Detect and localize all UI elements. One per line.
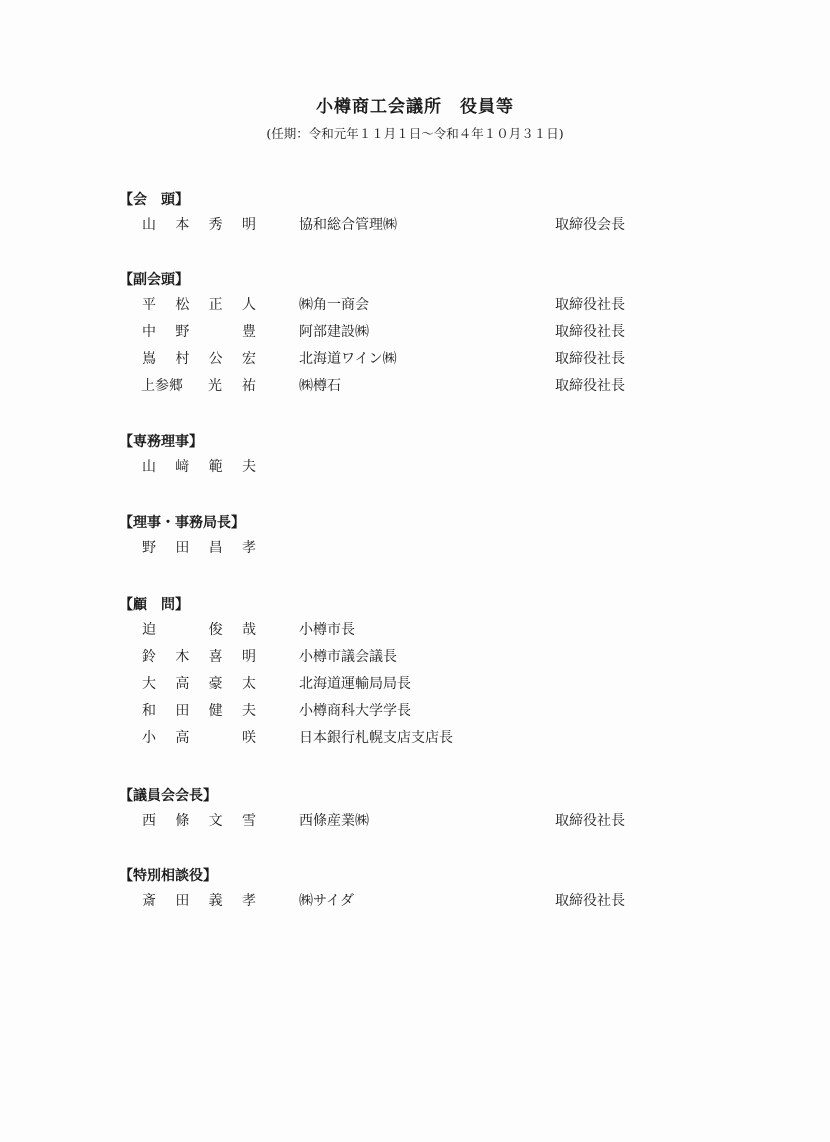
- member-position: 取締役社長: [555, 351, 625, 367]
- section-chairman: [119, 188, 679, 239]
- member-name: 鈴 木 喜 明: [142, 649, 256, 665]
- member-organization: 小樽市議会議長: [299, 649, 397, 665]
- member-row: [119, 373, 679, 400]
- member-position: 取締役社長: [555, 324, 625, 340]
- document-title: 小樽商工会議所 役員等: [316, 97, 514, 117]
- member-row: [119, 808, 679, 835]
- section-heading: 【専務理事】: [119, 434, 203, 450]
- member-name: 西 條 文 雪: [142, 813, 256, 829]
- member-name: 嶌 村 公 宏: [142, 351, 256, 367]
- member-name: 大 高 豪 太: [142, 676, 256, 692]
- section-vice-chairman: [119, 268, 679, 400]
- member-name: 山 﨑 範 夫: [142, 459, 256, 475]
- member-position: 取締役社長: [555, 893, 625, 909]
- member-name: 小 高 咲: [142, 730, 256, 746]
- member-row: [119, 725, 679, 752]
- section-managing-director: [119, 430, 679, 481]
- member-row: [119, 535, 679, 562]
- member-organization: 北海道運輸局局長: [299, 676, 411, 692]
- member-organization: ㈱サイダ: [299, 893, 355, 909]
- member-name: 和 田 健 夫: [142, 703, 256, 719]
- section-heading: 【会 頭】: [119, 192, 189, 208]
- member-organization: 小樽市長: [299, 622, 355, 638]
- section-secretary-general: [119, 511, 679, 562]
- member-organization: 北海道ワイン㈱: [299, 351, 397, 367]
- member-row: [119, 617, 679, 644]
- member-organization: 協和総合管理㈱: [299, 217, 397, 233]
- member-row: [119, 212, 679, 239]
- section-heading: 【議員会会長】: [119, 788, 217, 804]
- member-name: 山 本 秀 明: [142, 217, 256, 233]
- member-position: 取締役社長: [555, 378, 625, 394]
- member-name: 迫 俊 哉: [142, 622, 256, 638]
- section-heading: 【特別相談役】: [119, 868, 217, 884]
- term-period: (任期：令和元年１１月１日〜令和４年１０月３１日): [266, 126, 564, 141]
- section-heading: 【副会頭】: [119, 272, 189, 288]
- member-organization: 小樽商科大学学長: [299, 703, 411, 719]
- member-position: 取締役社長: [555, 297, 625, 313]
- member-name: 上参郷 光 祐: [141, 378, 256, 394]
- section-advisors: [119, 593, 679, 752]
- member-row: [119, 888, 679, 915]
- member-row: [119, 454, 679, 481]
- member-name: 平 松 正 人: [142, 297, 256, 313]
- member-organization: 阿部建設㈱: [299, 324, 369, 340]
- member-row: [119, 671, 679, 698]
- member-position: 取締役社長: [555, 813, 625, 829]
- member-name: 斎 田 義 孝: [142, 893, 256, 909]
- section-heading: 【理事・事務局長】: [119, 515, 245, 531]
- member-row: [119, 292, 679, 319]
- member-organization: 日本銀行札幌支店支店長: [299, 730, 453, 746]
- member-row: [119, 644, 679, 671]
- section-special-advisor: [119, 864, 679, 915]
- member-organization: ㈱樽石: [299, 378, 341, 394]
- member-name: 野 田 昌 孝: [142, 540, 256, 556]
- member-row: [119, 319, 679, 346]
- section-heading: 【顧 問】: [119, 597, 189, 613]
- section-council-chair: [119, 784, 679, 835]
- member-organization: ㈱角一商会: [299, 297, 369, 313]
- member-row: [119, 346, 679, 373]
- member-position: 取締役会長: [555, 217, 625, 233]
- member-name: 中 野 豊: [142, 324, 256, 340]
- member-row: [119, 698, 679, 725]
- member-organization: 西條産業㈱: [299, 813, 369, 829]
